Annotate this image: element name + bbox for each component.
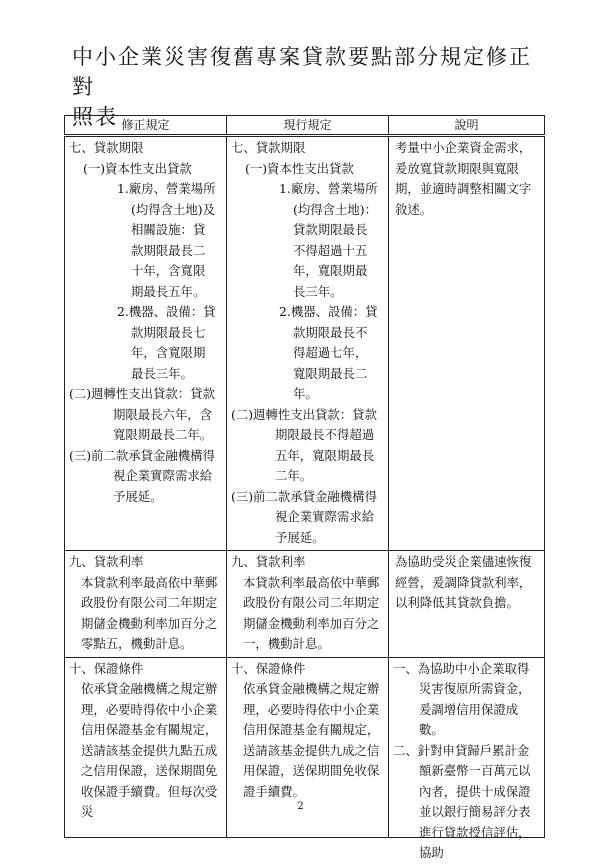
item-label: (一)資本性支出貸款 bbox=[245, 160, 354, 176]
section-heading: 九、貸款利率 bbox=[69, 554, 144, 569]
section-body: 依承貸金融機構之規定辦理，必要時得依中小企業信用保證基金有關規定，送請該基金提供九成之信用保證，送保期間免收保證手續費。 bbox=[243, 681, 380, 799]
cell-revised-loan-term bbox=[65, 136, 227, 551]
cell-current-interest-rate bbox=[227, 551, 389, 658]
cell-explanation-loan-term bbox=[389, 136, 545, 551]
sub-item: 1.廠房、營業場所(均得含土地)：貸款期限最長不得超過十五年，寬限期最長三年。 bbox=[279, 181, 378, 299]
section-heading: 十、保證條件 bbox=[69, 660, 144, 676]
explanation-item: 二、針對申貸歸戶累計金額新臺幣一百萬元以內者，提供十成保證並以銀行簡易評分表進行貸款授信評估，協助 bbox=[393, 742, 531, 860]
cell-current-loan-term bbox=[227, 136, 389, 551]
item-label: (三)前二款承貸金融機構得視企業實際需求給予展延。 bbox=[69, 447, 215, 504]
section-heading: 七、貸款期限 bbox=[231, 140, 306, 155]
sub-item: 1.廠房、營業場所(均得含土地)及相關設施：貸款期限最長二十年，含寬限期最長五年。 bbox=[117, 181, 216, 299]
sub-item: 2.機器、設備：貸款期限最長七年，含寬限期最長三年。 bbox=[117, 304, 216, 381]
section-body: 本貸款利率最高依中華郵政股份有限公司二年期定期儲金機動利率加百分之一，機動計息。 bbox=[243, 574, 380, 651]
cell-explanation-interest-rate bbox=[389, 551, 545, 658]
title-line-2: 照表 bbox=[72, 105, 118, 129]
section-body: 依承貸金融機構之規定辦理，必要時得依中小企業信用保證基金有關規定，送請該基金提供九點五成之信用保證，送保期間免收保證手續費。但每次受災 bbox=[81, 681, 218, 819]
section-heading: 十、保證條件 bbox=[231, 660, 306, 676]
table-header-row bbox=[65, 116, 545, 136]
section-heading: 七、貸款期限 bbox=[69, 140, 144, 155]
header-revised: 修正規定 bbox=[65, 116, 227, 136]
cell-revised-interest-rate bbox=[65, 551, 227, 658]
explanation-text: 為協助受災企業儘速恢復經營，爰調降貸款利率，以利降低其貸款負擔。 bbox=[395, 554, 532, 610]
item-label: (一)資本性支出貸款 bbox=[83, 160, 192, 176]
item-label: (二)週轉性支出貸款：貸款期限最長六年，含寬限期最長二年。 bbox=[69, 386, 215, 442]
header-current: 現行規定 bbox=[227, 116, 389, 136]
header-explanation: 說明 bbox=[389, 116, 545, 136]
section-body: 本貸款利率最高依中華郵政股份有限公司二年期定期儲金機動利率加百分之零點五，機動計息。 bbox=[81, 574, 218, 651]
explanation-text: 考量中小企業資金需求，爰放寬貸款期限與寬限期，並適時調整相關文字敘述。 bbox=[395, 140, 532, 217]
item-label: (三)前二款承貸金融機構得視企業實際需求給予展延。 bbox=[231, 488, 377, 545]
table-row-interest-rate bbox=[65, 551, 545, 658]
title-line-1: 中小企業災害復舊專案貸款要點部分規定修正對 bbox=[72, 45, 532, 99]
sub-item: 2.機器、設備：貸款期限最長不得超過七年，寬限期最長二年。 bbox=[279, 304, 378, 401]
comparison-table bbox=[64, 115, 545, 860]
page-number: 2 bbox=[297, 801, 304, 812]
item-label: (二)週轉性支出貸款：貸款期限最長不得超過五年，寬限期最長二年。 bbox=[231, 406, 377, 483]
table-row-loan-term bbox=[65, 136, 545, 551]
explanation-item: 一、為協助中小企業取得災害復原所需資金，爰調增信用保證成數。 bbox=[393, 660, 531, 737]
section-heading: 九、貸款利率 bbox=[231, 554, 306, 569]
